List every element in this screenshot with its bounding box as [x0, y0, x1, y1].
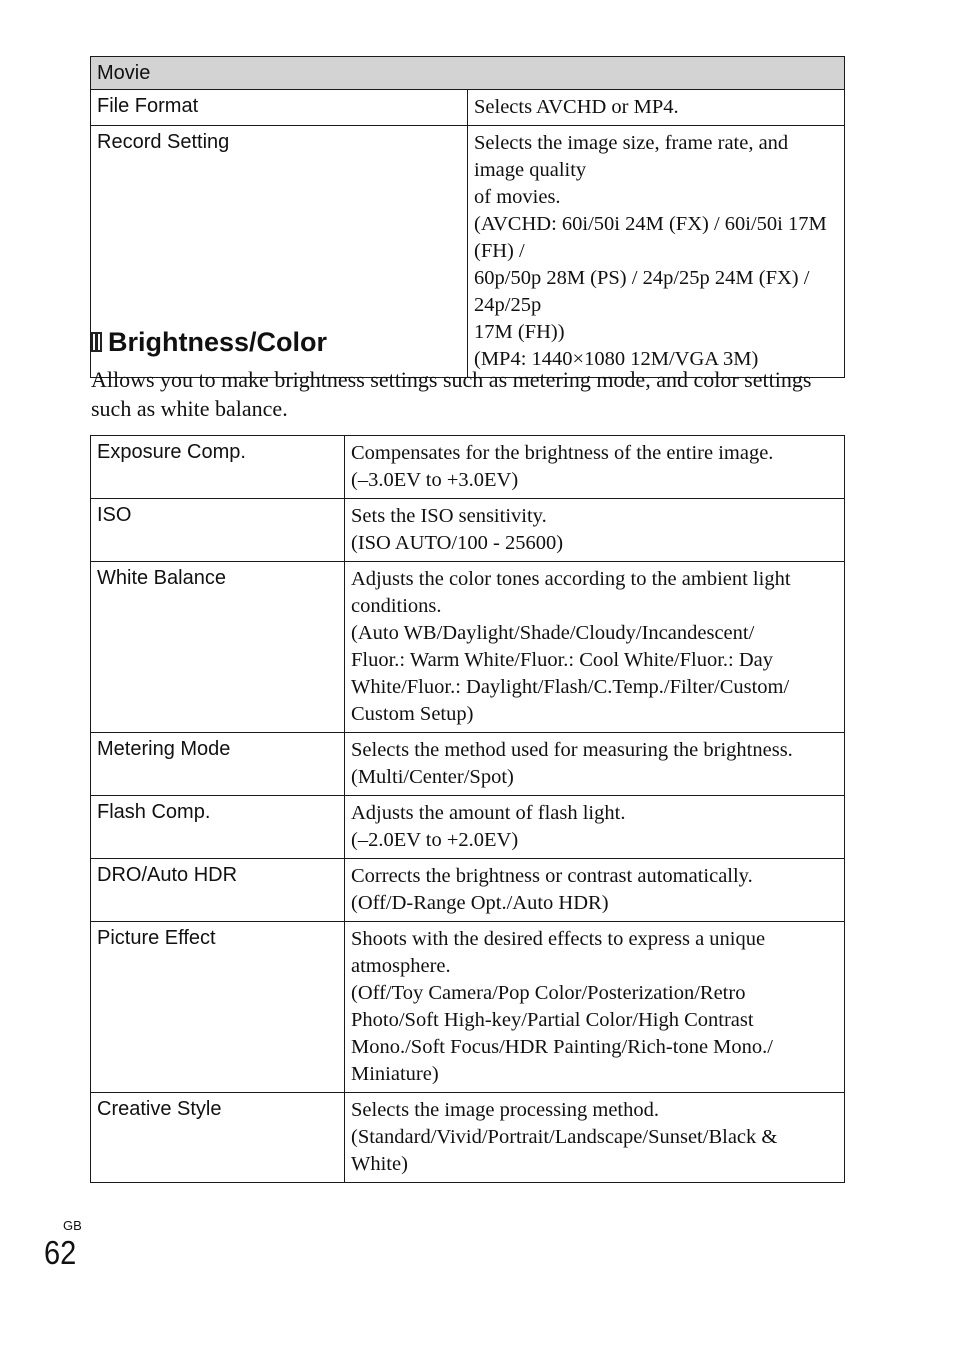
desc-line: Selects the image size, frame rate, and image quality	[474, 132, 789, 181]
desc-line: (MP4: 1440×1080 12M/VGA 3M)	[474, 348, 759, 370]
movie-header-row	[91, 57, 845, 90]
desc-line: 60p/50p 28M (PS) / 24p/25p 24M (FX) / 24p/25p	[474, 267, 810, 316]
row-label-iso: ISO	[91, 499, 345, 562]
row-label-picture-effect: Picture Effect	[91, 922, 345, 1093]
desc-line: White/Fluor.: Daylight/Flash/C.Temp./Filter/Custom/	[351, 676, 790, 698]
desc-line: 17M (FH))	[474, 321, 565, 343]
row-label-file-format: File Format	[91, 90, 468, 126]
table-row	[91, 436, 845, 499]
movie-header: Movie	[91, 57, 845, 90]
table-row	[91, 859, 845, 922]
table-row	[91, 499, 845, 562]
desc-line: White)	[351, 1153, 408, 1175]
desc-line: (Off/Toy Camera/Pop Color/Posterization/Retro	[351, 982, 746, 1004]
table-row	[91, 922, 845, 1093]
row-desc-white-balance	[345, 562, 845, 733]
row-label-record-setting: Record Setting	[91, 126, 468, 378]
row-desc-iso	[345, 499, 845, 562]
desc-line: Photo/Soft High-key/Partial Color/High Contrast	[351, 1009, 754, 1031]
row-desc-flash-comp	[345, 796, 845, 859]
row-label-creative-style: Creative Style	[91, 1093, 345, 1183]
desc-line: Adjusts the amount of flash light.	[351, 802, 626, 824]
desc-line: Shoots with the desired effects to express a unique	[351, 928, 766, 950]
desc-line: (Auto WB/Daylight/Shade/Cloudy/Incandescent/	[351, 622, 755, 644]
table-row	[91, 1093, 845, 1183]
brightness-settings-table	[90, 435, 845, 1183]
desc-line: (ISO AUTO/100 - 25600)	[351, 532, 564, 554]
table-row	[91, 733, 845, 796]
page-number: 62	[44, 1234, 77, 1271]
desc-line: Selects the method used for measuring the brightness.	[351, 739, 793, 761]
row-label-white-balance: White Balance	[91, 562, 345, 733]
desc-line: (–3.0EV to +3.0EV)	[351, 469, 519, 491]
desc-line: (–2.0EV to +2.0EV)	[351, 829, 519, 851]
desc-line: Fluor.: Warm White/Fluor.: Cool White/Fluor.: Day	[351, 649, 774, 671]
row-desc-record-setting	[468, 126, 845, 378]
desc-line: conditions.	[351, 595, 442, 617]
row-desc-picture-effect	[345, 922, 845, 1093]
section-intro: Allows you to make brightness settings such as metering mode, and color settings such as white balance.	[91, 367, 812, 421]
table-row	[91, 562, 845, 733]
desc-line: (AVCHD: 60i/50i 24M (FX) / 60i/50i 17M (FH) /	[474, 213, 827, 262]
row-desc-metering-mode	[345, 733, 845, 796]
table-row	[91, 90, 845, 126]
row-desc-dro-auto-hdr	[345, 859, 845, 922]
desc-line: of movies.	[474, 186, 561, 208]
row-label-metering-mode: Metering Mode	[91, 733, 345, 796]
desc-line: Compensates for the brightness of the entire image.	[351, 442, 774, 464]
section-title	[91, 324, 327, 360]
desc-line: Mono./Soft Focus/HDR Painting/Rich-tone Mono./	[351, 1036, 773, 1058]
row-label-exposure-comp: Exposure Comp.	[91, 436, 345, 499]
desc-line: Adjusts the color tones according to the ambient light	[351, 568, 791, 590]
desc-line: Custom Setup)	[351, 703, 474, 725]
row-label-flash-comp: Flash Comp.	[91, 796, 345, 859]
section-title-text: Brightness/Color	[108, 327, 328, 357]
desc-line: Selects AVCHD or MP4.	[474, 96, 679, 118]
table-row	[91, 796, 845, 859]
page-language-code: GB	[63, 1218, 82, 1233]
desc-line: atmosphere.	[351, 955, 451, 977]
desc-line: (Multi/Center/Spot)	[351, 766, 514, 788]
row-desc-exposure-comp	[345, 436, 845, 499]
row-label-dro-auto-hdr: DRO/Auto HDR	[91, 859, 345, 922]
desc-line: (Standard/Vivid/Portrait/Landscape/Sunset/Black &	[351, 1126, 778, 1148]
desc-line: (Off/D-Range Opt./Auto HDR)	[351, 892, 609, 914]
desc-line: Selects the image processing method.	[351, 1099, 659, 1121]
desc-line: Corrects the brightness or contrast automatically.	[351, 865, 753, 887]
row-desc-creative-style	[345, 1093, 845, 1183]
row-desc-file-format	[468, 90, 845, 126]
desc-line: Sets the ISO sensitivity.	[351, 505, 547, 527]
section-marker-icon	[91, 332, 102, 352]
desc-line: Miniature)	[351, 1063, 439, 1085]
